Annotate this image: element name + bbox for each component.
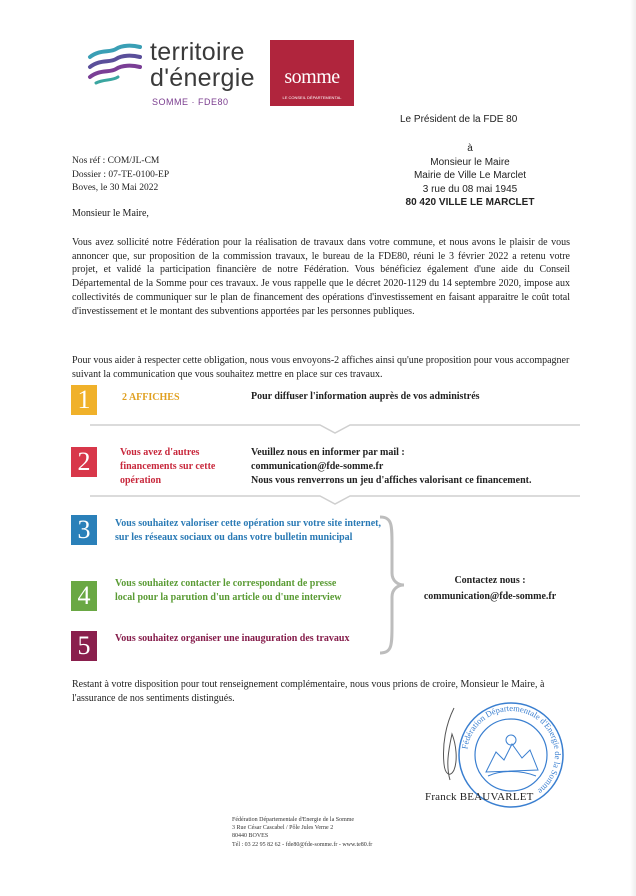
fde80-logo-waves-icon (86, 43, 144, 87)
footer-contact: Tél : 03 22 95 82 62 - fde80@fde-somme.fr - www.te80.fr (232, 841, 373, 848)
letter-date: Boves, le 30 Mai 2022 (72, 183, 159, 193)
right-brace-icon (378, 515, 406, 655)
dossier-number: Dossier : 07-TE-0100-EP (72, 169, 170, 180)
recipient-block (390, 142, 550, 210)
salutation: Monsieur le Maire, (72, 208, 149, 219)
footer-street: 3 Rue César Cascabel / Pôle Jules Verne 2 (232, 825, 334, 832)
contact-block (410, 573, 570, 605)
step-label-4: Vous souhaitez contacter le correspondant de presse local pour la parution d'un article ou d'une interview (115, 578, 342, 603)
recipient-line2: Mairie de Ville Le Marclet (413, 170, 527, 181)
signer-name: Franck BEAUVARLET (425, 791, 534, 803)
step-description-2 (251, 446, 531, 488)
step-label-2: Vous avez d'autres financements sur cette opération (120, 447, 216, 486)
footer-org: Fédération Départementale d'Energie de la Somme (232, 817, 355, 823)
step2-note: Nous vous renverrons un jeu d'affiches valorisant ce financement. (251, 475, 532, 486)
reference: Nos réf : COM/JL-CM (72, 156, 160, 166)
logo-line1: territoire (150, 38, 245, 66)
step-number-1: 1 (71, 385, 97, 415)
logo-line2: d'énergie (150, 64, 255, 92)
closing-paragraph: Restant à votre disposition pour tout renseignement complémentaire, nous vous prions de croire, Monsieur le Maire, à l'assurance de nos sentiments distingués. (72, 679, 545, 704)
step2-instruction: Veuillez nous en informer par mail : (251, 447, 405, 458)
recipient-line4: 80 420 VILLE LE MARCLET (405, 197, 535, 208)
body-paragraph-1: Vous avez sollicité notre Fédération pour la réalisation de travaux dans votre commune, et nous avons le plaisir de vous annoncer que, sur proposition de la commission travaux, le bureau de la FDE80, réuni le 3 février 2022 a retenu votre projet, et validé la participation financière de notre Fédération. Vous bénéficiez également d'une aide du Conseil Départemental de la Somme pour ces travaux. Je vous rappelle que le décret 2020-1129 du 14 septembre 2020, impose aux collectivités de communiquer sur le plan de financement des opérations d'investissement en faisant apparaitre le coût total d'investissement et le montant des subventions apportées par les personnes publiques. (72, 237, 570, 317)
step-number-2: 2 (71, 447, 97, 477)
footer-address (232, 816, 372, 849)
footer-city: 80440 BOVES (232, 833, 269, 840)
stamp-text: Fédération Départementale d'Energie de la Somme (459, 702, 564, 797)
step-number-4: 4 (71, 581, 97, 611)
section-divider (90, 494, 580, 506)
step2-email: communication@fde-somme.fr (251, 461, 384, 472)
logo-subtitle: SOMME · FDE80 (152, 97, 229, 107)
step-description-1: Pour diffuser l'information auprès de vos administrés (251, 391, 480, 402)
step-label-3: Vous souhaitez valoriser cette opération sur votre site internet, sur les réseaux sociaux ou dans votre bulletin municipal (115, 518, 381, 543)
somme-logo-subtitle: LE CONSEIL DÉPARTEMENTAL (282, 95, 342, 100)
step-label-5: Vous souhaitez organiser une inauguration des travaux (115, 633, 350, 644)
contact-title: Contactez nous : (454, 575, 526, 586)
recipient-line1: Monsieur le Maire (430, 156, 510, 168)
step-number-3: 3 (71, 515, 97, 545)
recipient-a: à (467, 143, 473, 154)
sender-title: Le Président de la FDE 80 (400, 114, 518, 125)
step-number-5: 5 (71, 631, 97, 661)
recipient-line3: 3 rue du 08 mai 1945 (422, 183, 518, 195)
section-divider (90, 423, 580, 435)
references-block (72, 155, 169, 196)
step-label-1: 2 AFFICHES (122, 392, 180, 403)
page-edge-shadow (630, 0, 636, 896)
somme-logo-word: somme (284, 66, 340, 88)
body-paragraph-2: Pour vous aider à respecter cette obligation, nous vous envoyons-2 affiches ainsi qu'une proposition pour vous accompagner suivant la communication que vous souhaitez mettre en place sur ces travaux. (72, 355, 570, 380)
contact-email: communication@fde-somme.fr (423, 591, 557, 602)
